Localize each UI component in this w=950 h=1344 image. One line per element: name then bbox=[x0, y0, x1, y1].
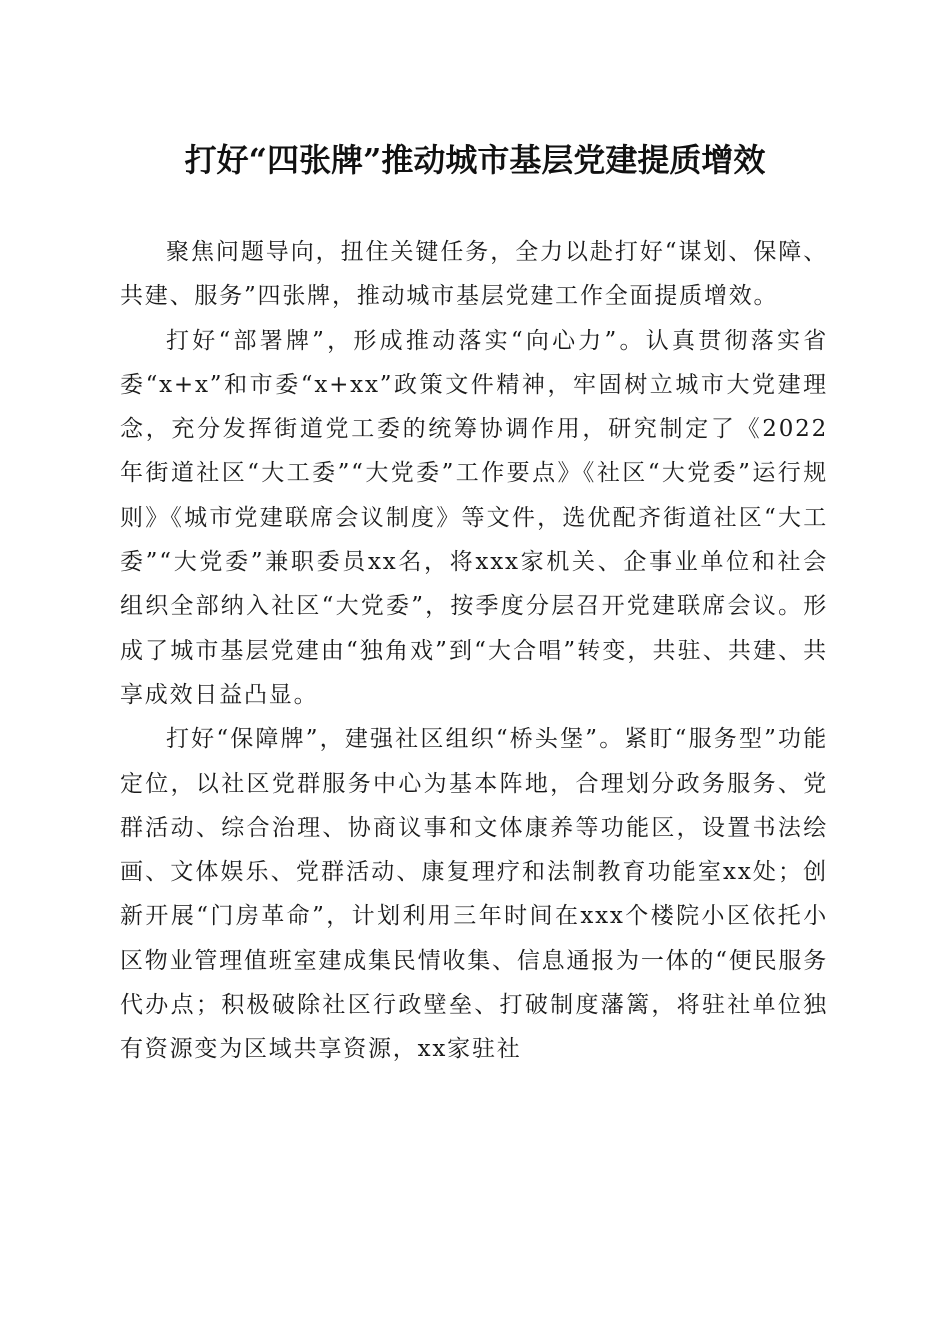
paragraph-deployment: 打好“部署牌”，形成推动落实“向心力”。认真贯彻落实省委“x+x”和市委“x+xx”政策文件精神，牢固树立城市大党建理念，充分发挥街道党工委的统筹协调作用，研究制定了《2022年街道社区“大工委”“大党委”工作要点》《社区“大党委”运行规则》《城市党建联席会议制度》等文件，选优配齐街道社区“大工委”“大党委”兼职委员xx名，将xxx家机关、企事业单位和社会组织全部纳入社区“大党委”，按季度分层召开党建联席会议。形成了城市基层党建由“独角戏”到“大合唱”转变，共驻、共建、共享成效日益凸显。 bbox=[120, 327, 828, 708]
document-title: 打好“四张牌”推动城市基层党建提质增效 bbox=[184, 141, 766, 179]
paragraph-guarantee: 打好“保障牌”，建强社区组织“桥头堡”。紧盯“服务型”功能定位，以社区党群服务中心为基本阵地，合理划分政务服务、党群活动、综合治理、协商议事和文体康养等功能区，设置书法绘画、文体娱乐、党群活动、康复理疗和法制教育功能室xx处；创新开展“门房革命”，计划利用三年时间在xxx个楼院小区依托小区物业管理值班室建成集民情收集、信息通报为一体的“便民服务代办点；积极破除社区行政壁垒、打破制度藩篱，将驻社单位独有资源变为区域共享资源，xx家驻社 bbox=[120, 726, 828, 1063]
paragraph-intro: 聚焦问题导向，扭住关键任务，全力以赴打好“谋划、保障、共建、服务”四张牌，推动城市基层党建工作全面提质增效。 bbox=[120, 239, 828, 310]
document-body bbox=[120, 230, 828, 1072]
